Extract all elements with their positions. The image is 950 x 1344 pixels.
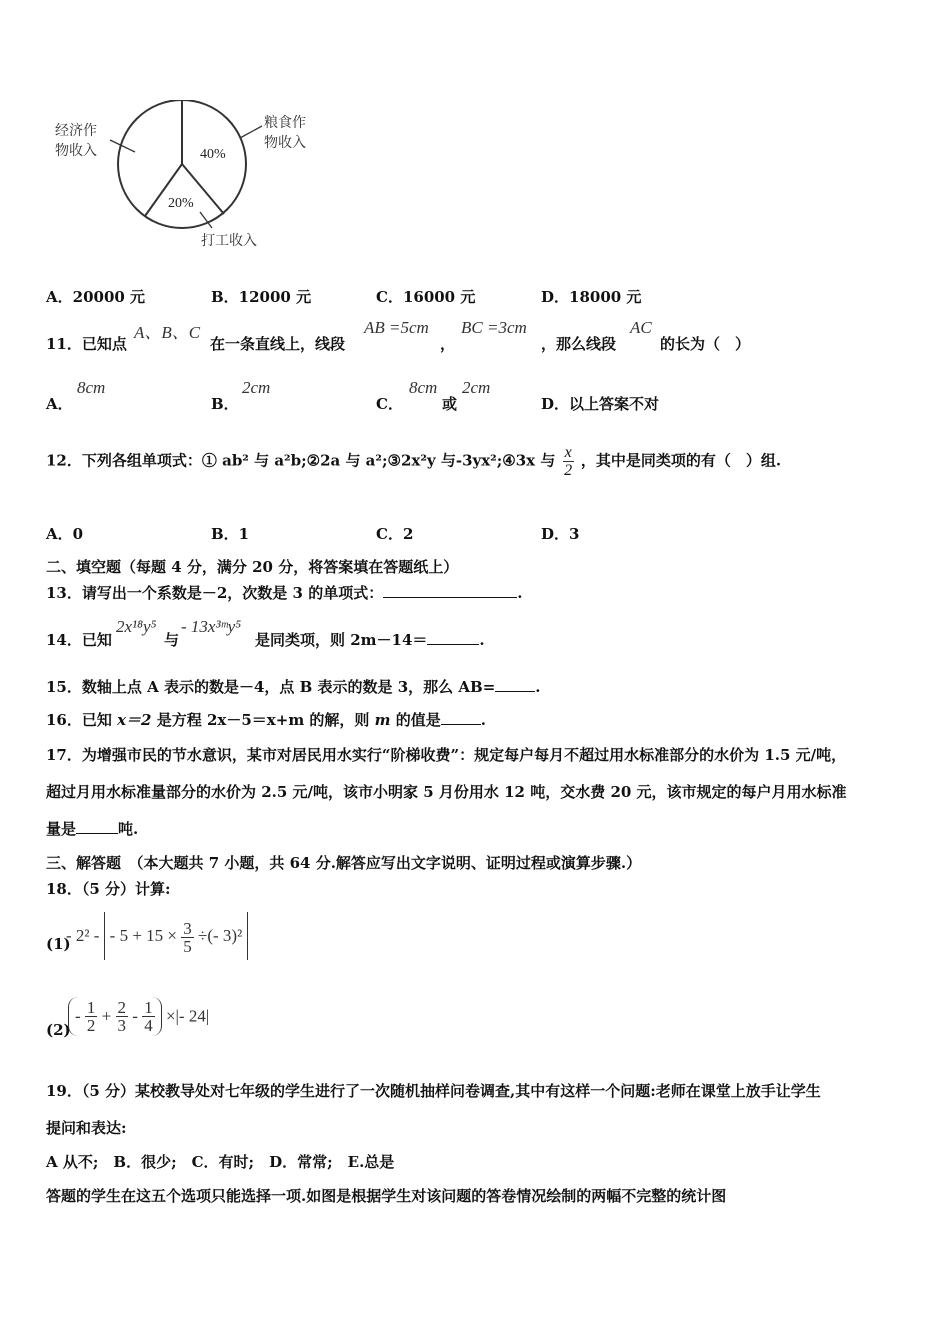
q19-line4: 答题的学生在这五个选项只能选择一项.如图是根据学生对该问题的答卷情况绘制的两幅不完整的统计图 [46,1187,727,1205]
q12-frac-num: x [564,444,572,461]
label-work: 打工收入 [201,233,257,249]
q18-p2-d2: 3 [117,1016,127,1035]
label-econ-1: 经济作 [55,123,97,139]
q11-suffix: 的长为（ ） [660,335,751,353]
q18-p1-frac [181,920,194,955]
q12-suffix: ，其中是同类项的有（ ）组. [580,451,782,470]
q14-expr2: - 13x³ᵐy⁵ [181,617,242,636]
q18-part1-label: (1) [46,935,71,953]
q11-a-value: 8cm [77,378,106,397]
q12-frac-den: 2 [564,462,573,479]
q15-text: 15．数轴上点 A 表示的数是－4，点 B 表示的数是 3，那么 AB= [46,678,496,696]
q18-p1-a: - 2² - [66,926,100,945]
q12-option-a: A．0 [46,525,84,543]
q18-title: 18．（5 分）计算: [46,880,171,898]
q11-mid2: ，那么线段 [541,335,617,353]
q11-c-label: C． [376,395,403,413]
leader-grain [240,126,262,138]
q17-line3 [46,818,138,839]
q18-p2-d1: 2 [86,1016,96,1035]
q11-prefix: 11．已知点 [46,335,127,353]
pie-chart [40,100,340,260]
q14-blank [427,630,479,645]
q11-ac: AC [630,318,652,337]
pct-grain: 40% [200,147,226,162]
q18-p2-frac3 [142,999,155,1034]
q18-p1-bracket [104,912,249,960]
q15-blank [495,677,535,692]
q17-line3b: 吨. [118,820,139,838]
q14-end: . [479,631,485,649]
q12-fraction [563,444,574,479]
q11-b-label: B． [211,395,239,413]
q11-option-d: D．以上答案不对 [541,395,660,413]
q19-line3: A 从不; B．很少; C．有时; D．常常; E.总是 [46,1153,395,1171]
q14-expr1: 2x¹⁸y⁵ [116,617,157,636]
q16-end: . [480,711,487,729]
q14-mid: 与 [164,631,180,649]
q16-suffix: 的值是 [395,711,441,729]
q18-p2-tail: ×|- 24| [165,1006,210,1026]
q18-p1-b: - 5 + 15 × [109,926,178,945]
q10-option-c: C．16000 元 [376,288,476,306]
q13-text: 13．请写出一个系数是－2，次数是 3 的单项式： [46,584,384,602]
q11-c-or: 或 [442,395,458,413]
q18-p2-plus: + [101,1006,112,1026]
q11-bc: BC =3cm [461,318,527,337]
q16-mid: 是方程 [156,711,202,729]
q18-p1-c: ÷(- 3)² [198,926,243,945]
q11-c-value2: 2cm [462,378,491,397]
q12-stem: 12．下列各组单项式：① ab² 与 a²b;②2a 与 a²;③2x²y 与-3yx²;④3x 与 [46,451,556,470]
q10-option-d: D．18000 元 [541,288,642,306]
q14-suffix: 是同类项，则 2m－14＝ [255,631,428,649]
q11-mid1: 在一条直线上，线段 [210,335,346,353]
q18-p2-d3: 4 [144,1016,153,1035]
q11-c-value1: 8cm [409,378,438,397]
q18-part2-expr [68,997,209,1036]
label-grain-2: 物收入 [264,135,306,151]
q18-p1-num: 3 [183,918,192,938]
label-econ-2: 物收入 [55,143,97,159]
q13 [46,582,522,603]
q16 [46,709,486,730]
q16-blank [441,710,481,725]
q16-prefix: 16．已知 [46,711,112,729]
q18-p2-paren [68,997,162,1036]
q19-line1: 19．（5 分）某校教导处对七年级的学生进行了一次随机抽样问卷调查,其中有这样一个问题:老师在课堂上放手让学生 [46,1082,821,1100]
label-grain-1: 粮食作 [264,115,306,131]
q16-equation: 2x－5＝x+m [206,711,305,729]
q17-line2: 超过月用水标准量部分的水价为 2.5 元/吨，该市小明家 5 月份用水 12 吨，交水费 20 元，该市规定的每户月用水标准 [46,783,847,801]
q16-x-eq: x＝2 [117,711,152,729]
q18-p2-n1: 1 [86,998,96,1017]
q19-line2: 提问和表达: [46,1119,127,1137]
q18-part1-expr [66,912,248,960]
q17-blank [76,819,118,834]
q15-end: . [535,678,541,696]
q12-text [46,444,781,479]
q18-p2-frac2 [116,999,129,1034]
q18-p2-a: - [75,1006,81,1026]
q17-line1: 17．为增强市民的节水意识，某市对居民用水实行“阶梯收费”：规定每户每月不超过用水标准部分的水价为 1.5 元/吨， [46,746,847,764]
q11-a-label: A． [46,395,73,413]
q16-mid2: 的解，则 [309,711,370,729]
q18-part2-label: (2) [46,1021,71,1039]
q11-ab: AB =5cm [364,318,429,337]
q14-prefix: 14．已知 [46,631,112,649]
q17-line3a: 量是 [46,820,77,838]
q18-p2-minus: - [132,1006,138,1026]
q15 [46,676,541,697]
q18-p1-den: 5 [183,936,192,956]
q11-b-value: 2cm [242,378,271,397]
q18-p2-frac1 [85,999,98,1034]
q16-m: m [374,711,391,729]
section-2-heading: 二、填空题（每题 4 分，满分 20 分，将答案填在答题纸上） [46,558,459,576]
q11-points: A、B、C [134,323,201,342]
q14 [255,629,485,650]
q10-option-a: A．20000 元 [46,288,146,306]
pct-work: 20% [168,196,194,211]
q13-blank [383,583,517,598]
q12-option-d: D．3 [541,525,580,543]
q10-option-b: B．12000 元 [211,288,312,306]
q11-comma: ， [440,335,456,353]
section-3-heading: 三、解答题 （本大题共 7 小题，共 64 分.解答应写出文字说明、证明过程或演算步骤.） [46,854,642,872]
q12-option-b: B．1 [211,525,250,543]
q18-p2-n3: 1 [144,998,153,1017]
q18-p2-n2: 2 [117,998,127,1017]
q12-option-c: C．2 [376,525,414,543]
q13-end: . [517,584,523,602]
